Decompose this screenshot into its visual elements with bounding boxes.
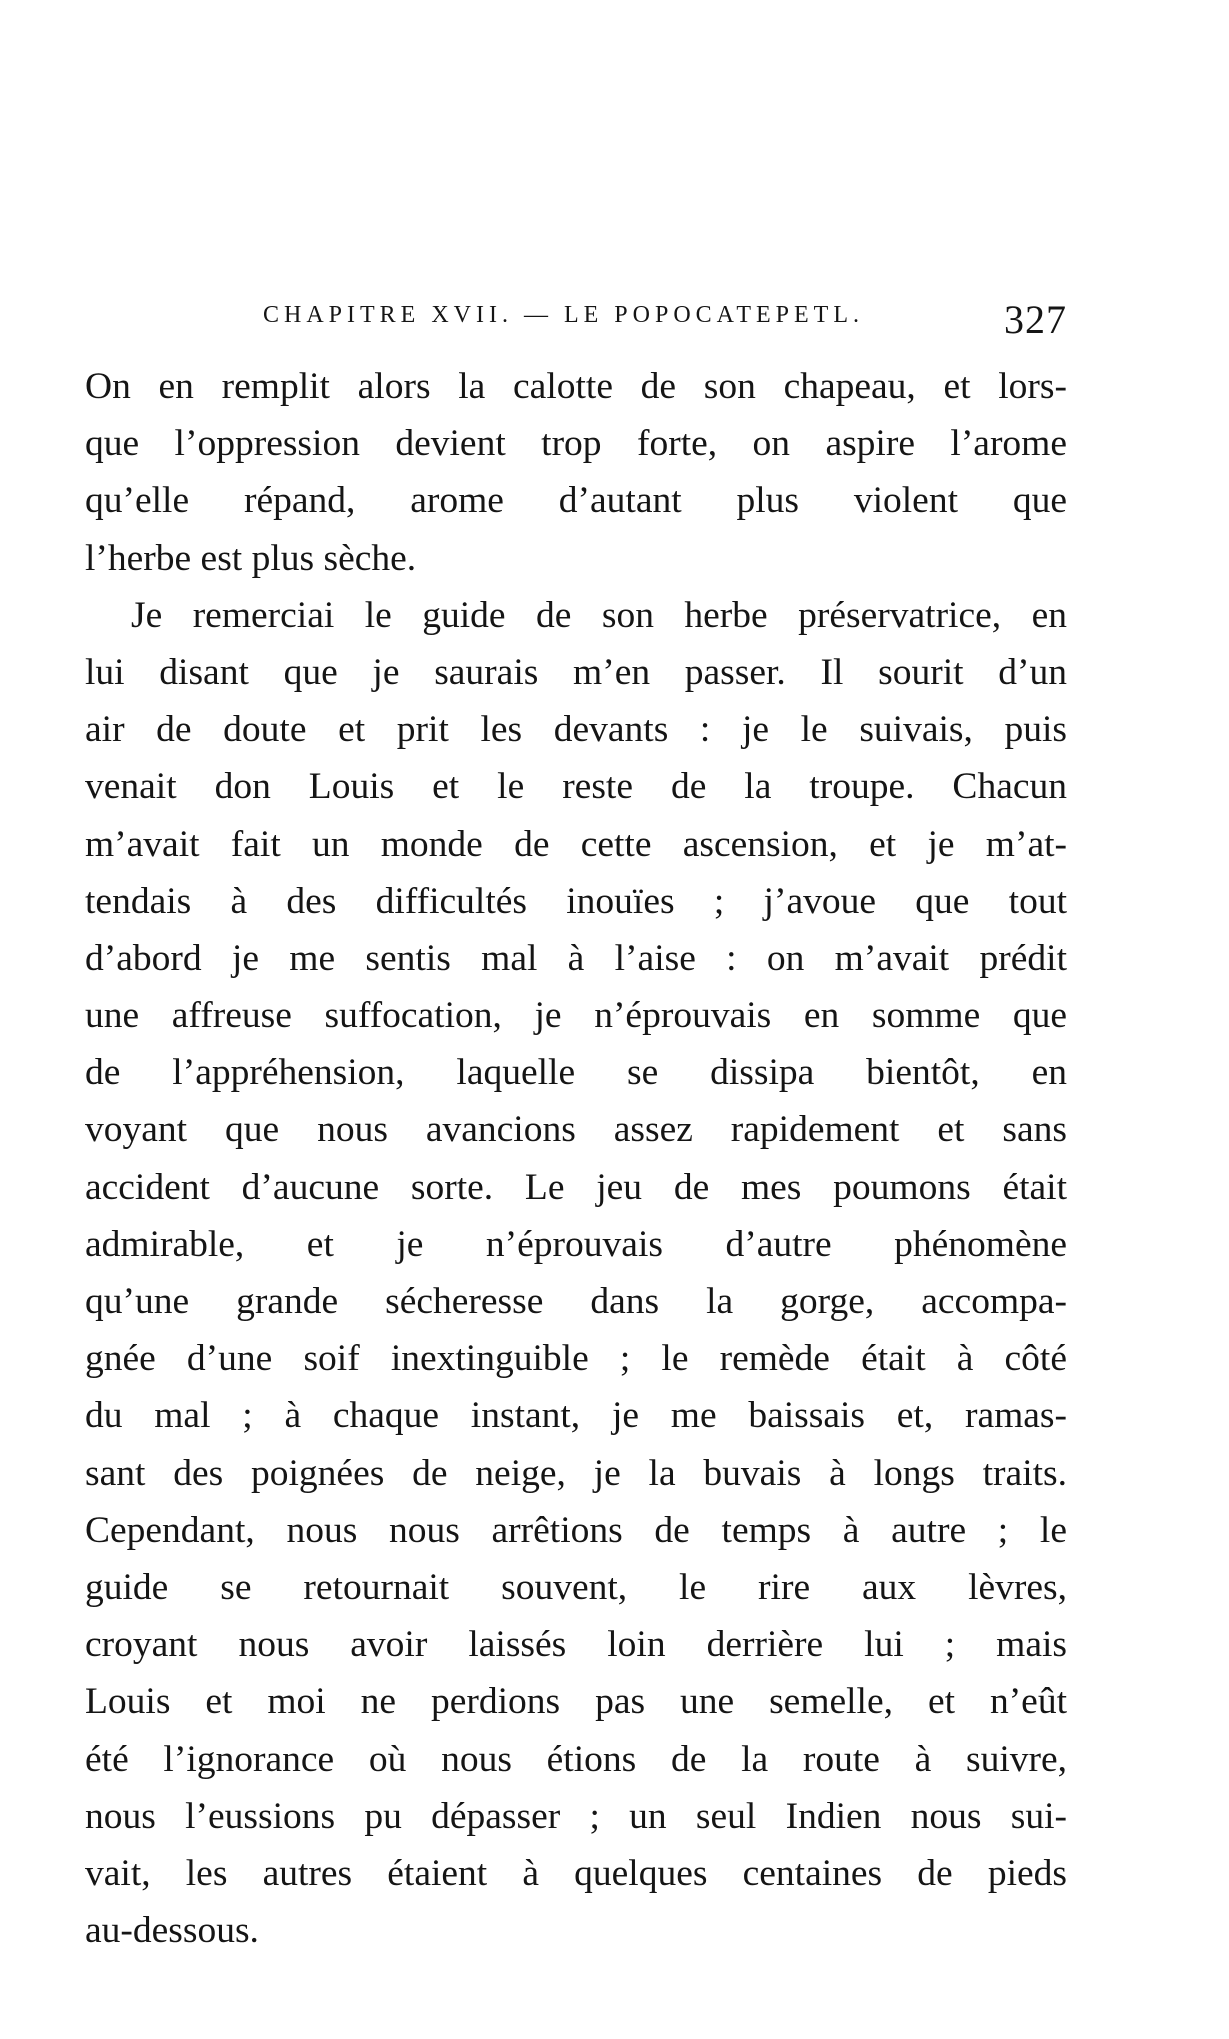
text-line: de l’appréhension, laquelle se dissipa bientôt, en bbox=[85, 1052, 1067, 1094]
text-line: d’abord je me sentis mal à l’aise : on m’avait prédit bbox=[85, 937, 1067, 979]
text-line: du mal ; à chaque instant, je me baissais et, ramas- bbox=[85, 1395, 1067, 1437]
paragraph-1 bbox=[85, 358, 1067, 587]
text-line: m’avait fait un monde de cette ascension, et je m’at- bbox=[85, 823, 1067, 865]
text-line: qu’elle répand, arome d’autant plus violent que bbox=[85, 480, 1067, 522]
page-number: 327 bbox=[1004, 297, 1067, 342]
text-line: guide se retournait souvent, le rire aux lèvres, bbox=[85, 1566, 1067, 1608]
text-line: Je remerciai le guide de son herbe préservatrice, en bbox=[131, 594, 1067, 636]
text-line: au-dessous. bbox=[85, 1910, 259, 1952]
text-line: vait, les autres étaient à quelques centaines de pieds bbox=[85, 1852, 1067, 1894]
running-header bbox=[85, 296, 1067, 340]
text-line: lui disant que je saurais m’en passer. Il sourit d’un bbox=[85, 651, 1067, 693]
text-line: air de doute et prit les devants : je le suivais, puis bbox=[85, 709, 1067, 751]
text-line: sant des poignées de neige, je la buvais à longs traits. bbox=[85, 1452, 1067, 1494]
text-line: gnée d’une soif inextinguible ; le remède était à côté bbox=[85, 1338, 1067, 1380]
text-line: tendais à des difficultés inouïes ; j’avoue que tout bbox=[85, 880, 1067, 922]
text-line: qu’une grande sécheresse dans la gorge, accompa- bbox=[85, 1281, 1067, 1322]
text-line: admirable, et je n’éprouvais d’autre phénomène bbox=[85, 1223, 1067, 1265]
text-line: voyant que nous avancions assez rapidement et sans bbox=[85, 1109, 1067, 1151]
text-line: croyant nous avoir laissés loin derrière lui ; mais bbox=[85, 1624, 1067, 1666]
text-line: On en remplit alors la calotte de son chapeau, et lors- bbox=[85, 366, 1067, 407]
text-line: une affreuse suffocation, je n’éprouvais en somme que bbox=[85, 995, 1067, 1037]
text-line: Louis et moi ne perdions pas une semelle, et n’eût bbox=[85, 1681, 1067, 1723]
paragraph-2 bbox=[85, 587, 1067, 1960]
text-line: que l’oppression devient trop forte, on aspire l’arome bbox=[85, 423, 1067, 465]
body-text bbox=[85, 358, 1067, 1959]
text-line: venait don Louis et le reste de la troupe. Chacun bbox=[85, 766, 1067, 808]
text-line: Cependant, nous nous arrêtions de temps à autre ; le bbox=[85, 1509, 1067, 1551]
text-line: été l’ignorance où nous étions de la route à suivre, bbox=[85, 1738, 1067, 1780]
text-line: l’herbe est plus sèche. bbox=[85, 537, 417, 579]
chapter-running-title: CHAPITRE XVII. — LE POPOCATEPETL. bbox=[263, 302, 864, 328]
text-line: accident d’aucune sorte. Le jeu de mes poumons était bbox=[85, 1166, 1067, 1208]
text-line: nous l’eussions pu dépasser ; un seul Indien nous sui- bbox=[85, 1795, 1067, 1837]
